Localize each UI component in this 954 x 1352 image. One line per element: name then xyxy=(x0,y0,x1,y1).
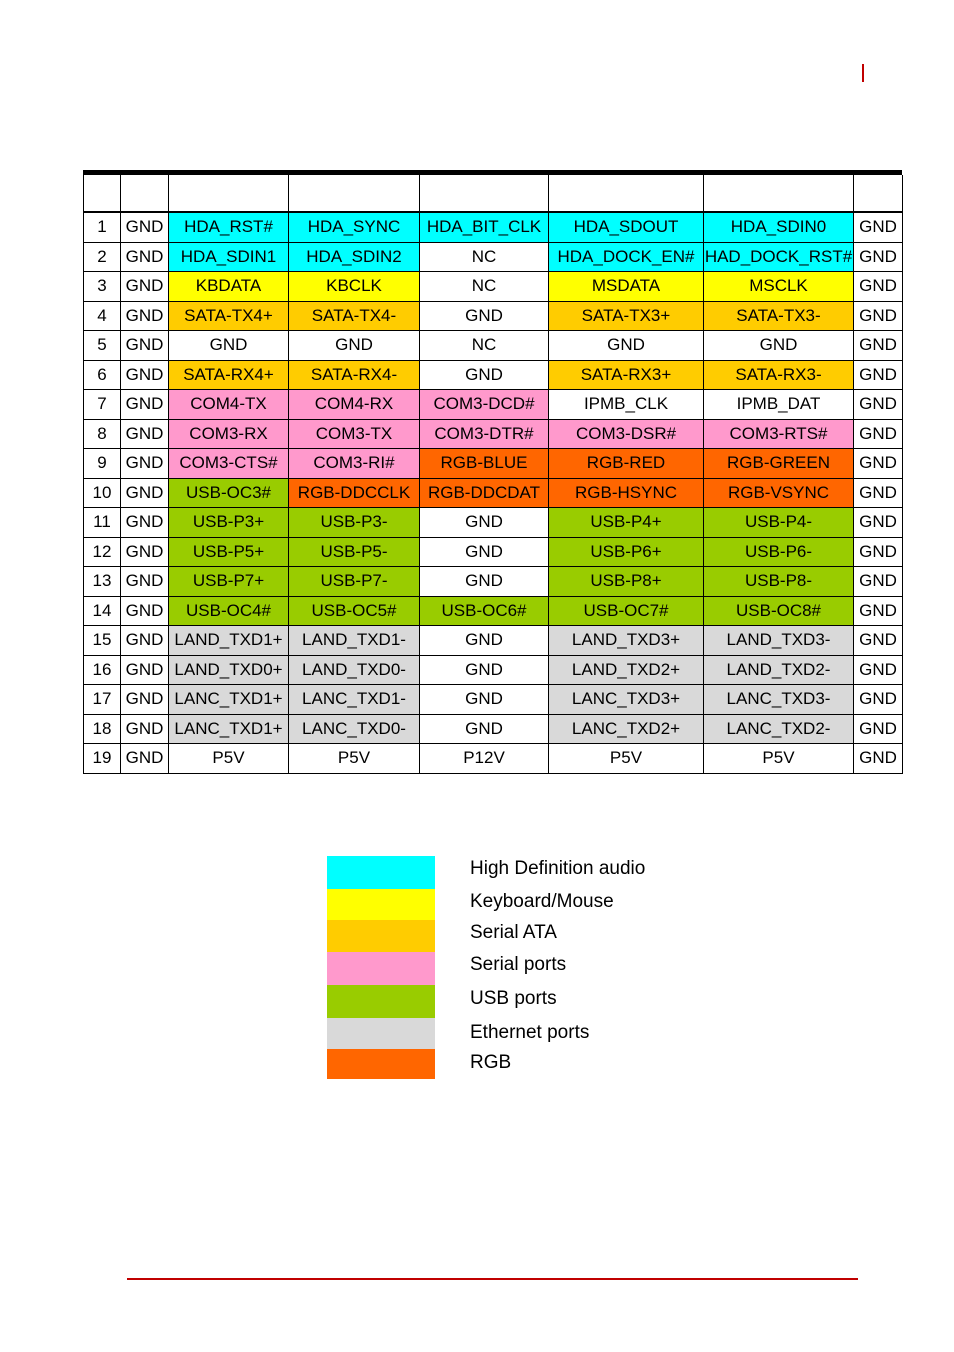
pin-signal-cell: RGB-BLUE xyxy=(420,449,549,479)
pin-signal-cell: IPMB_CLK xyxy=(549,390,704,420)
footer-rule xyxy=(127,1278,858,1280)
pin-signal-cell: SATA-TX3- xyxy=(704,301,854,331)
pin-signal-cell: NC xyxy=(420,272,549,302)
table-row xyxy=(84,390,903,420)
row-number-cell: 9 xyxy=(84,449,121,479)
pin-signal-cell: NC xyxy=(420,242,549,272)
legend-label: Ethernet ports xyxy=(470,1022,590,1043)
pin-signal-cell: LANC_TXD1+ xyxy=(169,714,289,744)
legend-swatch xyxy=(327,920,435,952)
pin-signal-cell: GND xyxy=(854,419,903,449)
pin-signal-cell: GND xyxy=(420,655,549,685)
row-number-cell: 14 xyxy=(84,596,121,626)
pin-signal-cell: COM3-RTS# xyxy=(704,419,854,449)
pin-signal-cell: KBCLK xyxy=(289,272,420,302)
table-row xyxy=(84,419,903,449)
pin-signal-cell: LAND_TXD3- xyxy=(704,626,854,656)
pin-signal-cell: COM3-RI# xyxy=(289,449,420,479)
pin-signal-cell: LANC_TXD0- xyxy=(289,714,420,744)
legend-label: RGB xyxy=(470,1052,512,1073)
table-row xyxy=(84,626,903,656)
pin-signal-cell: COM3-DCD# xyxy=(420,390,549,420)
pin-signal-cell: COM4-TX xyxy=(169,390,289,420)
pin-signal-cell: GND xyxy=(121,390,169,420)
pin-signal-cell: COM3-CTS# xyxy=(169,449,289,479)
table-row xyxy=(84,567,903,597)
pin-signal-cell: USB-P7+ xyxy=(169,567,289,597)
row-number-cell: 1 xyxy=(84,212,121,242)
legend-swatch xyxy=(327,1018,435,1049)
pin-signal-cell: LANC_TXD1- xyxy=(289,685,420,715)
pin-signal-cell: GND xyxy=(121,714,169,744)
pin-signal-cell: GND xyxy=(420,508,549,538)
pin-signal-cell: USB-P8+ xyxy=(549,567,704,597)
pin-signal-cell: HAD_DOCK_RST# xyxy=(704,242,854,272)
pin-signal-cell: GND xyxy=(121,596,169,626)
row-number-cell: 8 xyxy=(84,419,121,449)
pin-signal-cell: P5V xyxy=(169,744,289,774)
header-cell xyxy=(169,175,289,212)
table-row xyxy=(84,449,903,479)
pin-signal-cell: USB-OC7# xyxy=(549,596,704,626)
pin-signal-cell: GND xyxy=(854,685,903,715)
pin-signal-cell: GND xyxy=(121,449,169,479)
pin-signal-cell: GND xyxy=(854,331,903,361)
row-number-cell: 4 xyxy=(84,301,121,331)
pin-signal-cell: KBDATA xyxy=(169,272,289,302)
legend-label: Serial ATA xyxy=(470,922,557,943)
row-number-cell: 2 xyxy=(84,242,121,272)
pin-signal-cell: GND xyxy=(121,272,169,302)
pin-signal-cell: GND xyxy=(854,301,903,331)
table-row xyxy=(84,744,903,774)
pin-signal-cell: LANC_TXD3+ xyxy=(549,685,704,715)
pin-signal-cell: GND xyxy=(854,390,903,420)
pin-table xyxy=(83,175,903,774)
legend-swatch xyxy=(327,1049,435,1079)
row-number-cell: 19 xyxy=(84,744,121,774)
pin-signal-cell: LANC_TXD3- xyxy=(704,685,854,715)
table-row xyxy=(84,655,903,685)
pin-signal-cell: GND xyxy=(420,714,549,744)
pin-signal-cell: GND xyxy=(289,331,420,361)
pin-signal-cell: GND xyxy=(854,360,903,390)
pin-signal-cell: LAND_TXD1- xyxy=(289,626,420,656)
legend-label: Serial ports xyxy=(470,954,567,975)
pin-signal-cell: USB-OC6# xyxy=(420,596,549,626)
table-row xyxy=(84,478,903,508)
pin-signal-cell: RGB-DDCCLK xyxy=(289,478,420,508)
pin-signal-cell: COM3-DTR# xyxy=(420,419,549,449)
table-row xyxy=(84,301,903,331)
pin-signal-cell: HDA_SDIN0 xyxy=(704,212,854,242)
pin-signal-cell: LANC_TXD1+ xyxy=(169,685,289,715)
pin-signal-cell: LAND_TXD0- xyxy=(289,655,420,685)
pin-signal-cell: GND xyxy=(420,626,549,656)
pin-signal-cell: GND xyxy=(121,537,169,567)
row-number-cell: 7 xyxy=(84,390,121,420)
legend-label: High Definition audio xyxy=(470,858,646,879)
pin-signal-cell: LAND_TXD0+ xyxy=(169,655,289,685)
pin-signal-cell: P12V xyxy=(420,744,549,774)
pin-signal-cell: GND xyxy=(121,360,169,390)
pin-signal-cell: SATA-RX3- xyxy=(704,360,854,390)
row-number-cell: 5 xyxy=(84,331,121,361)
pin-signal-cell: P5V xyxy=(704,744,854,774)
pin-signal-cell: MSCLK xyxy=(704,272,854,302)
pin-signal-cell: GND xyxy=(854,242,903,272)
pin-signal-cell: USB-P7- xyxy=(289,567,420,597)
pin-signal-cell: LAND_TXD2- xyxy=(704,655,854,685)
pin-signal-cell: GND xyxy=(854,212,903,242)
pin-signal-cell: GND xyxy=(854,596,903,626)
pin-signal-cell: GND xyxy=(121,419,169,449)
pin-signal-cell: GND xyxy=(854,655,903,685)
legend-label: Keyboard/Mouse xyxy=(470,891,614,912)
pin-signal-cell: GND xyxy=(854,714,903,744)
pin-signal-cell: GND xyxy=(121,508,169,538)
pin-signal-cell: RGB-RED xyxy=(549,449,704,479)
header-cell xyxy=(854,175,903,212)
pin-signal-cell: GND xyxy=(121,301,169,331)
pin-signal-cell: HDA_DOCK_EN# xyxy=(549,242,704,272)
table-row xyxy=(84,212,903,242)
table-row xyxy=(84,360,903,390)
pin-signal-cell: COM3-TX xyxy=(289,419,420,449)
pin-signal-cell: USB-OC5# xyxy=(289,596,420,626)
pin-signal-cell: SATA-RX4+ xyxy=(169,360,289,390)
pin-signal-cell: SATA-TX4+ xyxy=(169,301,289,331)
table-row xyxy=(84,242,903,272)
pin-signal-cell: USB-P3- xyxy=(289,508,420,538)
pin-signal-cell: GND xyxy=(854,626,903,656)
pin-signal-cell: HDA_SDIN1 xyxy=(169,242,289,272)
table-row xyxy=(84,685,903,715)
pin-signal-cell: GND xyxy=(549,331,704,361)
pin-signal-cell: COM4-RX xyxy=(289,390,420,420)
pin-signal-cell: GND xyxy=(121,331,169,361)
header-cell xyxy=(289,175,420,212)
pin-assignment-table xyxy=(83,170,902,774)
pin-signal-cell: USB-P5+ xyxy=(169,537,289,567)
pin-signal-cell: IPMB_DAT xyxy=(704,390,854,420)
pin-signal-cell: NC xyxy=(420,331,549,361)
pin-signal-cell: GND xyxy=(121,567,169,597)
pin-signal-cell: GND xyxy=(854,567,903,597)
pin-signal-cell: SATA-TX4- xyxy=(289,301,420,331)
pin-signal-cell: RGB-DDCDAT xyxy=(420,478,549,508)
pin-signal-cell: LAND_TXD3+ xyxy=(549,626,704,656)
header-cell xyxy=(549,175,704,212)
pin-signal-cell: USB-P4+ xyxy=(549,508,704,538)
row-number-cell: 3 xyxy=(84,272,121,302)
pin-signal-cell: GND xyxy=(121,685,169,715)
table-row xyxy=(84,596,903,626)
row-number-cell: 12 xyxy=(84,537,121,567)
pin-signal-cell: GND xyxy=(854,744,903,774)
pin-signal-cell: LAND_TXD2+ xyxy=(549,655,704,685)
pin-signal-cell: GND xyxy=(169,331,289,361)
pin-signal-cell: SATA-RX4- xyxy=(289,360,420,390)
row-number-cell: 6 xyxy=(84,360,121,390)
row-number-cell: 16 xyxy=(84,655,121,685)
legend-swatch xyxy=(327,856,435,889)
row-number-cell: 10 xyxy=(84,478,121,508)
header-cell xyxy=(420,175,549,212)
table-row xyxy=(84,508,903,538)
pin-signal-cell: RGB-VSYNC xyxy=(704,478,854,508)
pin-signal-cell: GND xyxy=(121,478,169,508)
row-number-cell: 18 xyxy=(84,714,121,744)
header-cell xyxy=(84,175,121,212)
pin-signal-cell: GND xyxy=(121,626,169,656)
legend-swatch xyxy=(327,952,435,985)
pin-signal-cell: GND xyxy=(704,331,854,361)
pin-signal-cell: LANC_TXD2+ xyxy=(549,714,704,744)
table-row xyxy=(84,537,903,567)
legend-swatch xyxy=(327,985,435,1018)
pin-signal-cell: GND xyxy=(854,449,903,479)
pin-signal-cell: SATA-RX3+ xyxy=(549,360,704,390)
pin-signal-cell: USB-P6- xyxy=(704,537,854,567)
row-number-cell: 11 xyxy=(84,508,121,538)
pin-signal-cell: COM3-RX xyxy=(169,419,289,449)
pin-signal-cell: P5V xyxy=(549,744,704,774)
pin-signal-cell: MSDATA xyxy=(549,272,704,302)
pin-signal-cell: SATA-TX3+ xyxy=(549,301,704,331)
pin-signal-cell: COM3-DSR# xyxy=(549,419,704,449)
pin-signal-cell: USB-P8- xyxy=(704,567,854,597)
pin-signal-cell: GND xyxy=(121,242,169,272)
table-row xyxy=(84,714,903,744)
pin-signal-cell: GND xyxy=(420,567,549,597)
pin-signal-cell: RGB-GREEN xyxy=(704,449,854,479)
pin-signal-cell: HDA_RST# xyxy=(169,212,289,242)
pin-signal-cell: USB-OC8# xyxy=(704,596,854,626)
pin-signal-cell: USB-OC3# xyxy=(169,478,289,508)
pin-signal-cell: GND xyxy=(420,537,549,567)
pin-signal-cell: USB-P6+ xyxy=(549,537,704,567)
pin-signal-cell: GND xyxy=(854,508,903,538)
pin-signal-cell: USB-OC4# xyxy=(169,596,289,626)
pin-signal-cell: GND xyxy=(854,537,903,567)
pin-signal-cell: HDA_SDOUT xyxy=(549,212,704,242)
pin-signal-cell: GND xyxy=(121,655,169,685)
row-number-cell: 17 xyxy=(84,685,121,715)
row-number-cell: 15 xyxy=(84,626,121,656)
header-cell xyxy=(704,175,854,212)
pin-signal-cell: GND xyxy=(121,212,169,242)
pin-signal-cell: HDA_BIT_CLK xyxy=(420,212,549,242)
header-accent-mark xyxy=(862,64,864,82)
pin-signal-cell: LANC_TXD2- xyxy=(704,714,854,744)
pin-signal-cell: USB-P4- xyxy=(704,508,854,538)
table-row xyxy=(84,272,903,302)
pin-signal-cell: USB-P5- xyxy=(289,537,420,567)
pin-signal-cell: GND xyxy=(420,301,549,331)
pin-signal-cell: P5V xyxy=(289,744,420,774)
legend-swatch xyxy=(327,889,435,920)
row-number-cell: 13 xyxy=(84,567,121,597)
legend-label: USB ports xyxy=(470,988,557,1009)
pin-signal-cell: HDA_SDIN2 xyxy=(289,242,420,272)
table-header-row xyxy=(84,175,903,212)
pin-signal-cell: GND xyxy=(121,744,169,774)
pin-signal-cell: USB-P3+ xyxy=(169,508,289,538)
table-row xyxy=(84,331,903,361)
pin-signal-cell: GND xyxy=(854,272,903,302)
pin-signal-cell: LAND_TXD1+ xyxy=(169,626,289,656)
header-cell xyxy=(121,175,169,212)
pin-signal-cell: HDA_SYNC xyxy=(289,212,420,242)
pin-signal-cell: GND xyxy=(420,360,549,390)
pin-signal-cell: RGB-HSYNC xyxy=(549,478,704,508)
pin-signal-cell: GND xyxy=(420,685,549,715)
pin-signal-cell: GND xyxy=(854,478,903,508)
